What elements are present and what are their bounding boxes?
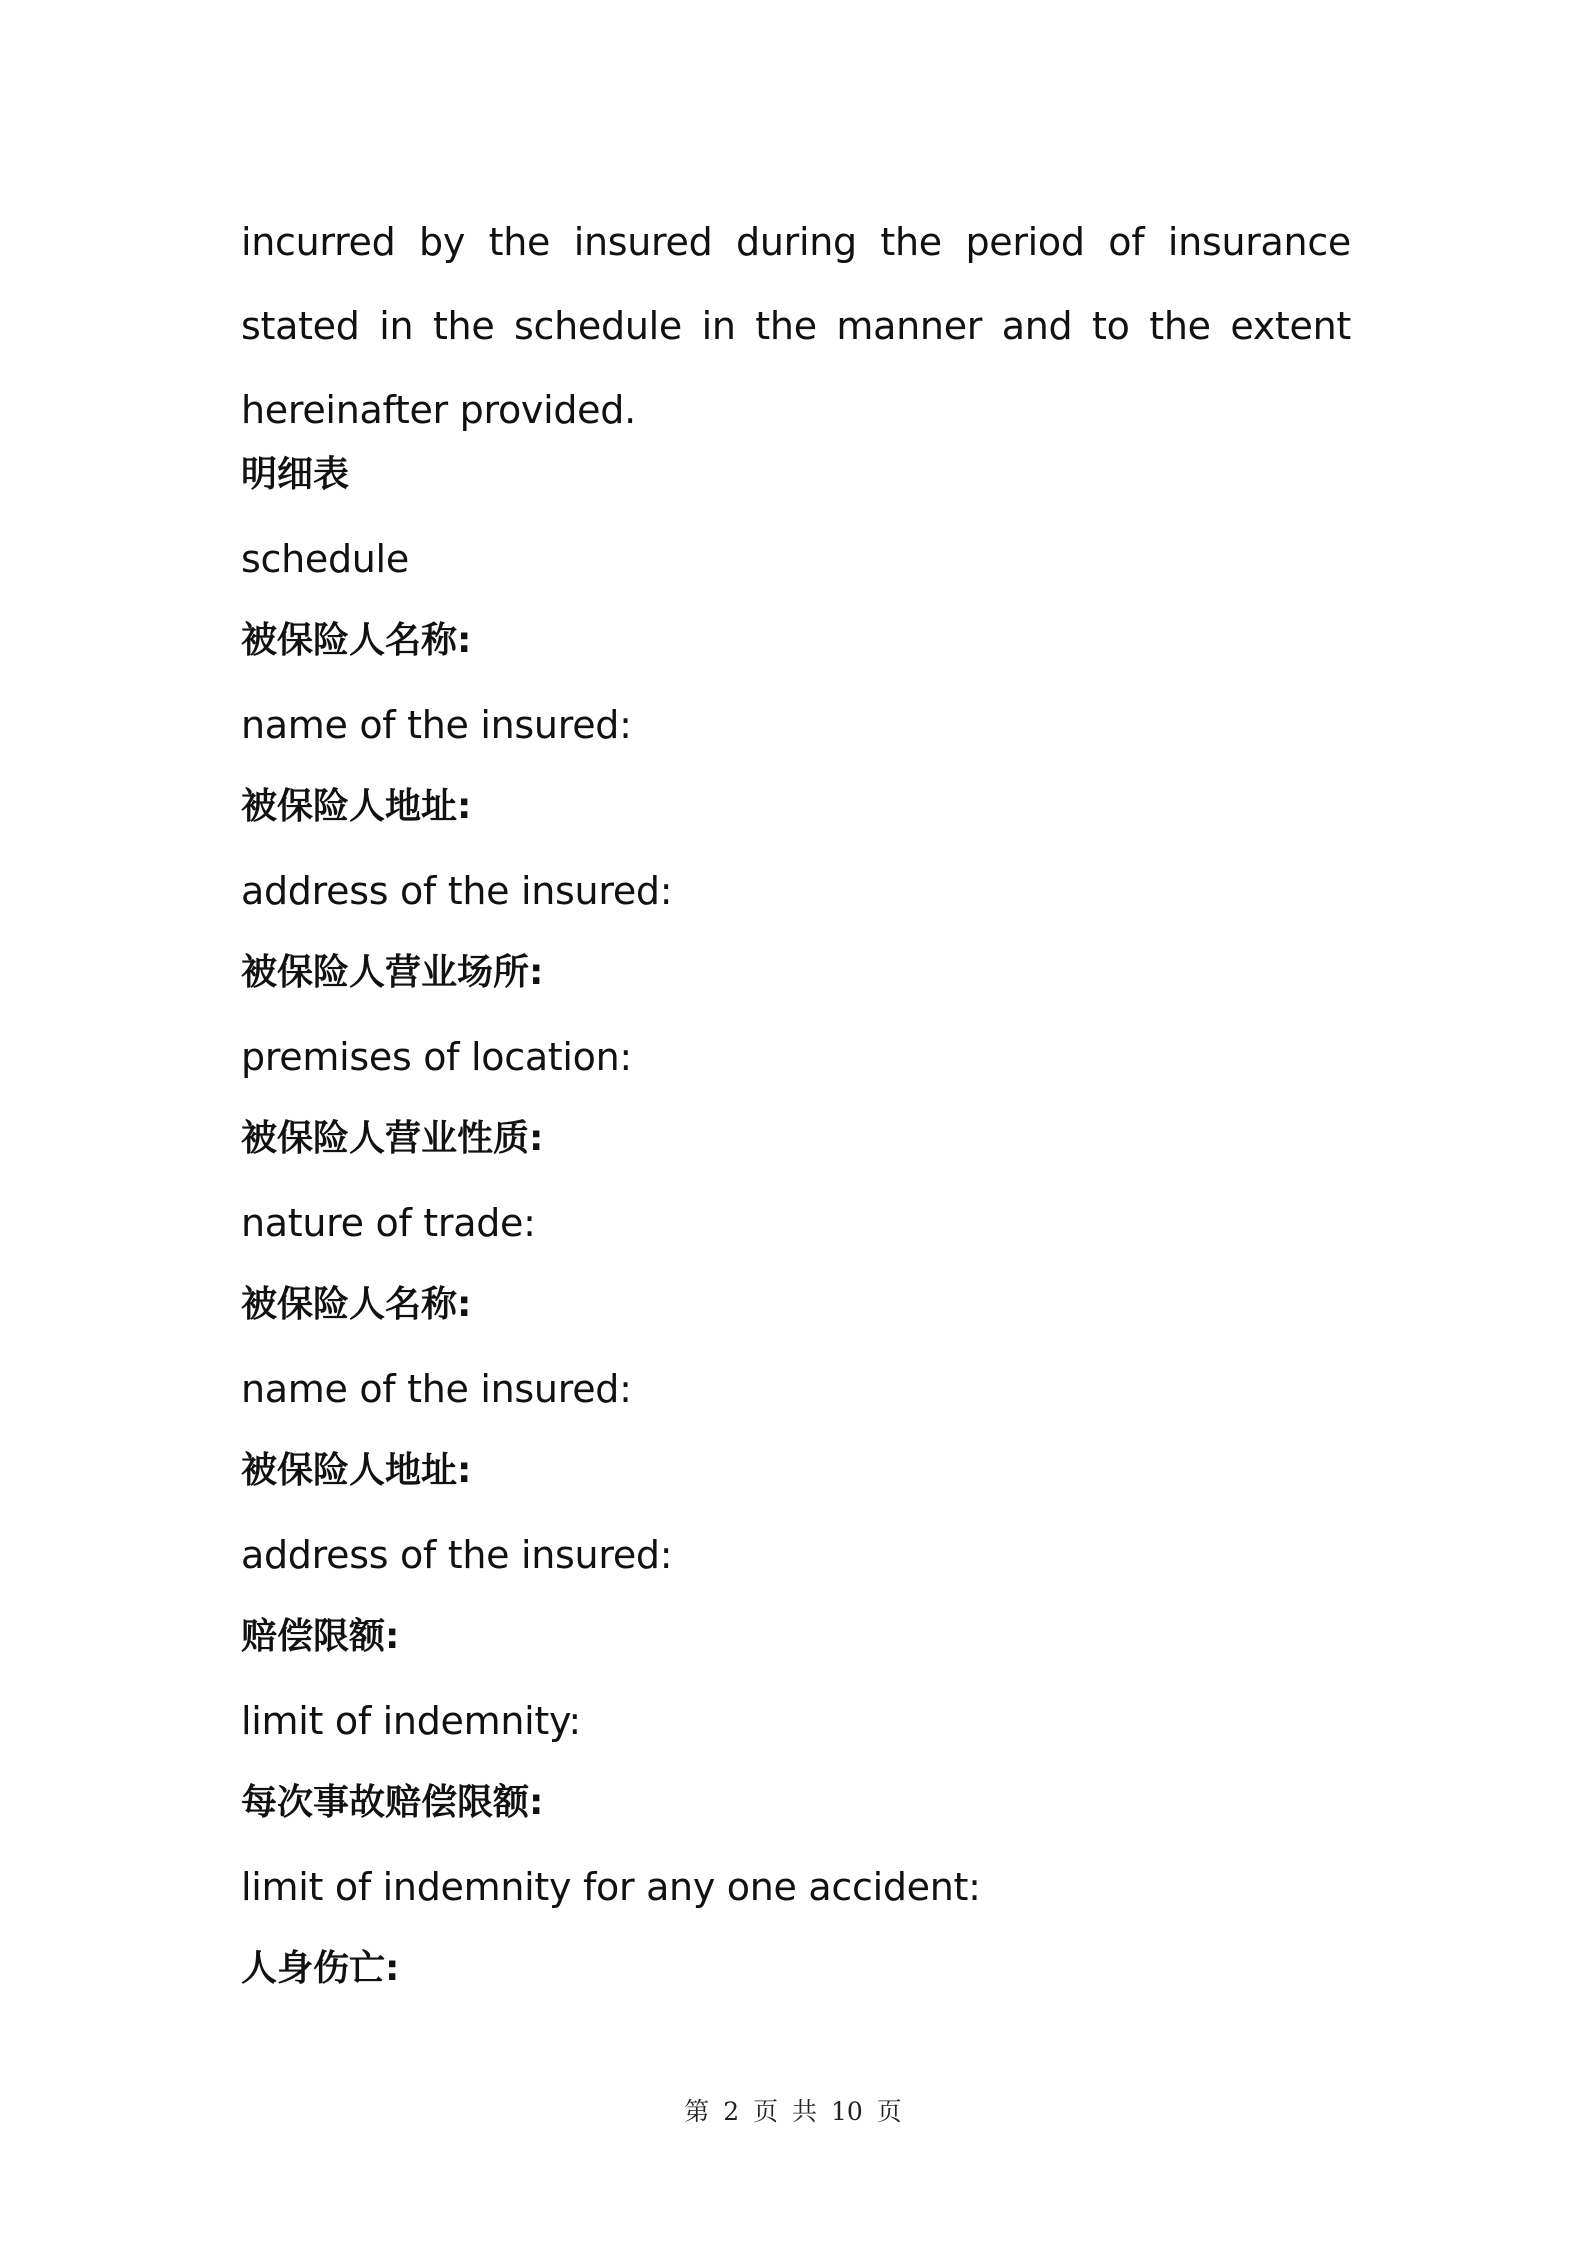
insured-name-label-en-2: name of the insured: bbox=[241, 1367, 632, 1411]
premises-label-zh: 被保险人营业场所: bbox=[241, 952, 544, 993]
body-paragraph: incurred by the insured during the period of insurance stated in the schedule in the manner and to the extent hereinafter provided. bbox=[241, 220, 1351, 432]
trade-nature-label-zh: 被保险人营业性质: bbox=[241, 1118, 544, 1159]
trade-nature-label-en: nature of trade: bbox=[241, 1201, 536, 1245]
page-number-footer: 第 2 页 共 10 页 bbox=[684, 2097, 902, 2126]
insured-address-label-en: address of the insured: bbox=[241, 869, 673, 913]
schedule-heading-zh: 明细表 bbox=[241, 454, 350, 495]
per-accident-limit-label-en: limit of indemnity for any one accident: bbox=[241, 1865, 981, 1909]
limit-of-indemnity-label-en: limit of indemnity: bbox=[241, 1699, 581, 1743]
limit-of-indemnity-label-zh: 赔偿限额: bbox=[241, 1616, 400, 1657]
body-paragraph-container bbox=[241, 200, 1351, 452]
insured-name-label-zh: 被保险人名称: bbox=[241, 620, 472, 661]
bodily-injury-label-zh: 人身伤亡: bbox=[241, 1948, 400, 1989]
per-accident-limit-label-zh: 每次事故赔偿限额: bbox=[241, 1782, 544, 1823]
insured-name-label-en: name of the insured: bbox=[241, 703, 632, 747]
insured-address-label-zh: 被保险人地址: bbox=[241, 786, 472, 827]
schedule-heading-en: schedule bbox=[241, 537, 409, 581]
insured-name-label-zh-2: 被保险人名称: bbox=[241, 1284, 472, 1325]
insured-address-label-zh-2: 被保险人地址: bbox=[241, 1450, 472, 1491]
premises-label-en: premises of location: bbox=[241, 1035, 632, 1079]
insured-address-label-en-2: address of the insured: bbox=[241, 1533, 673, 1577]
